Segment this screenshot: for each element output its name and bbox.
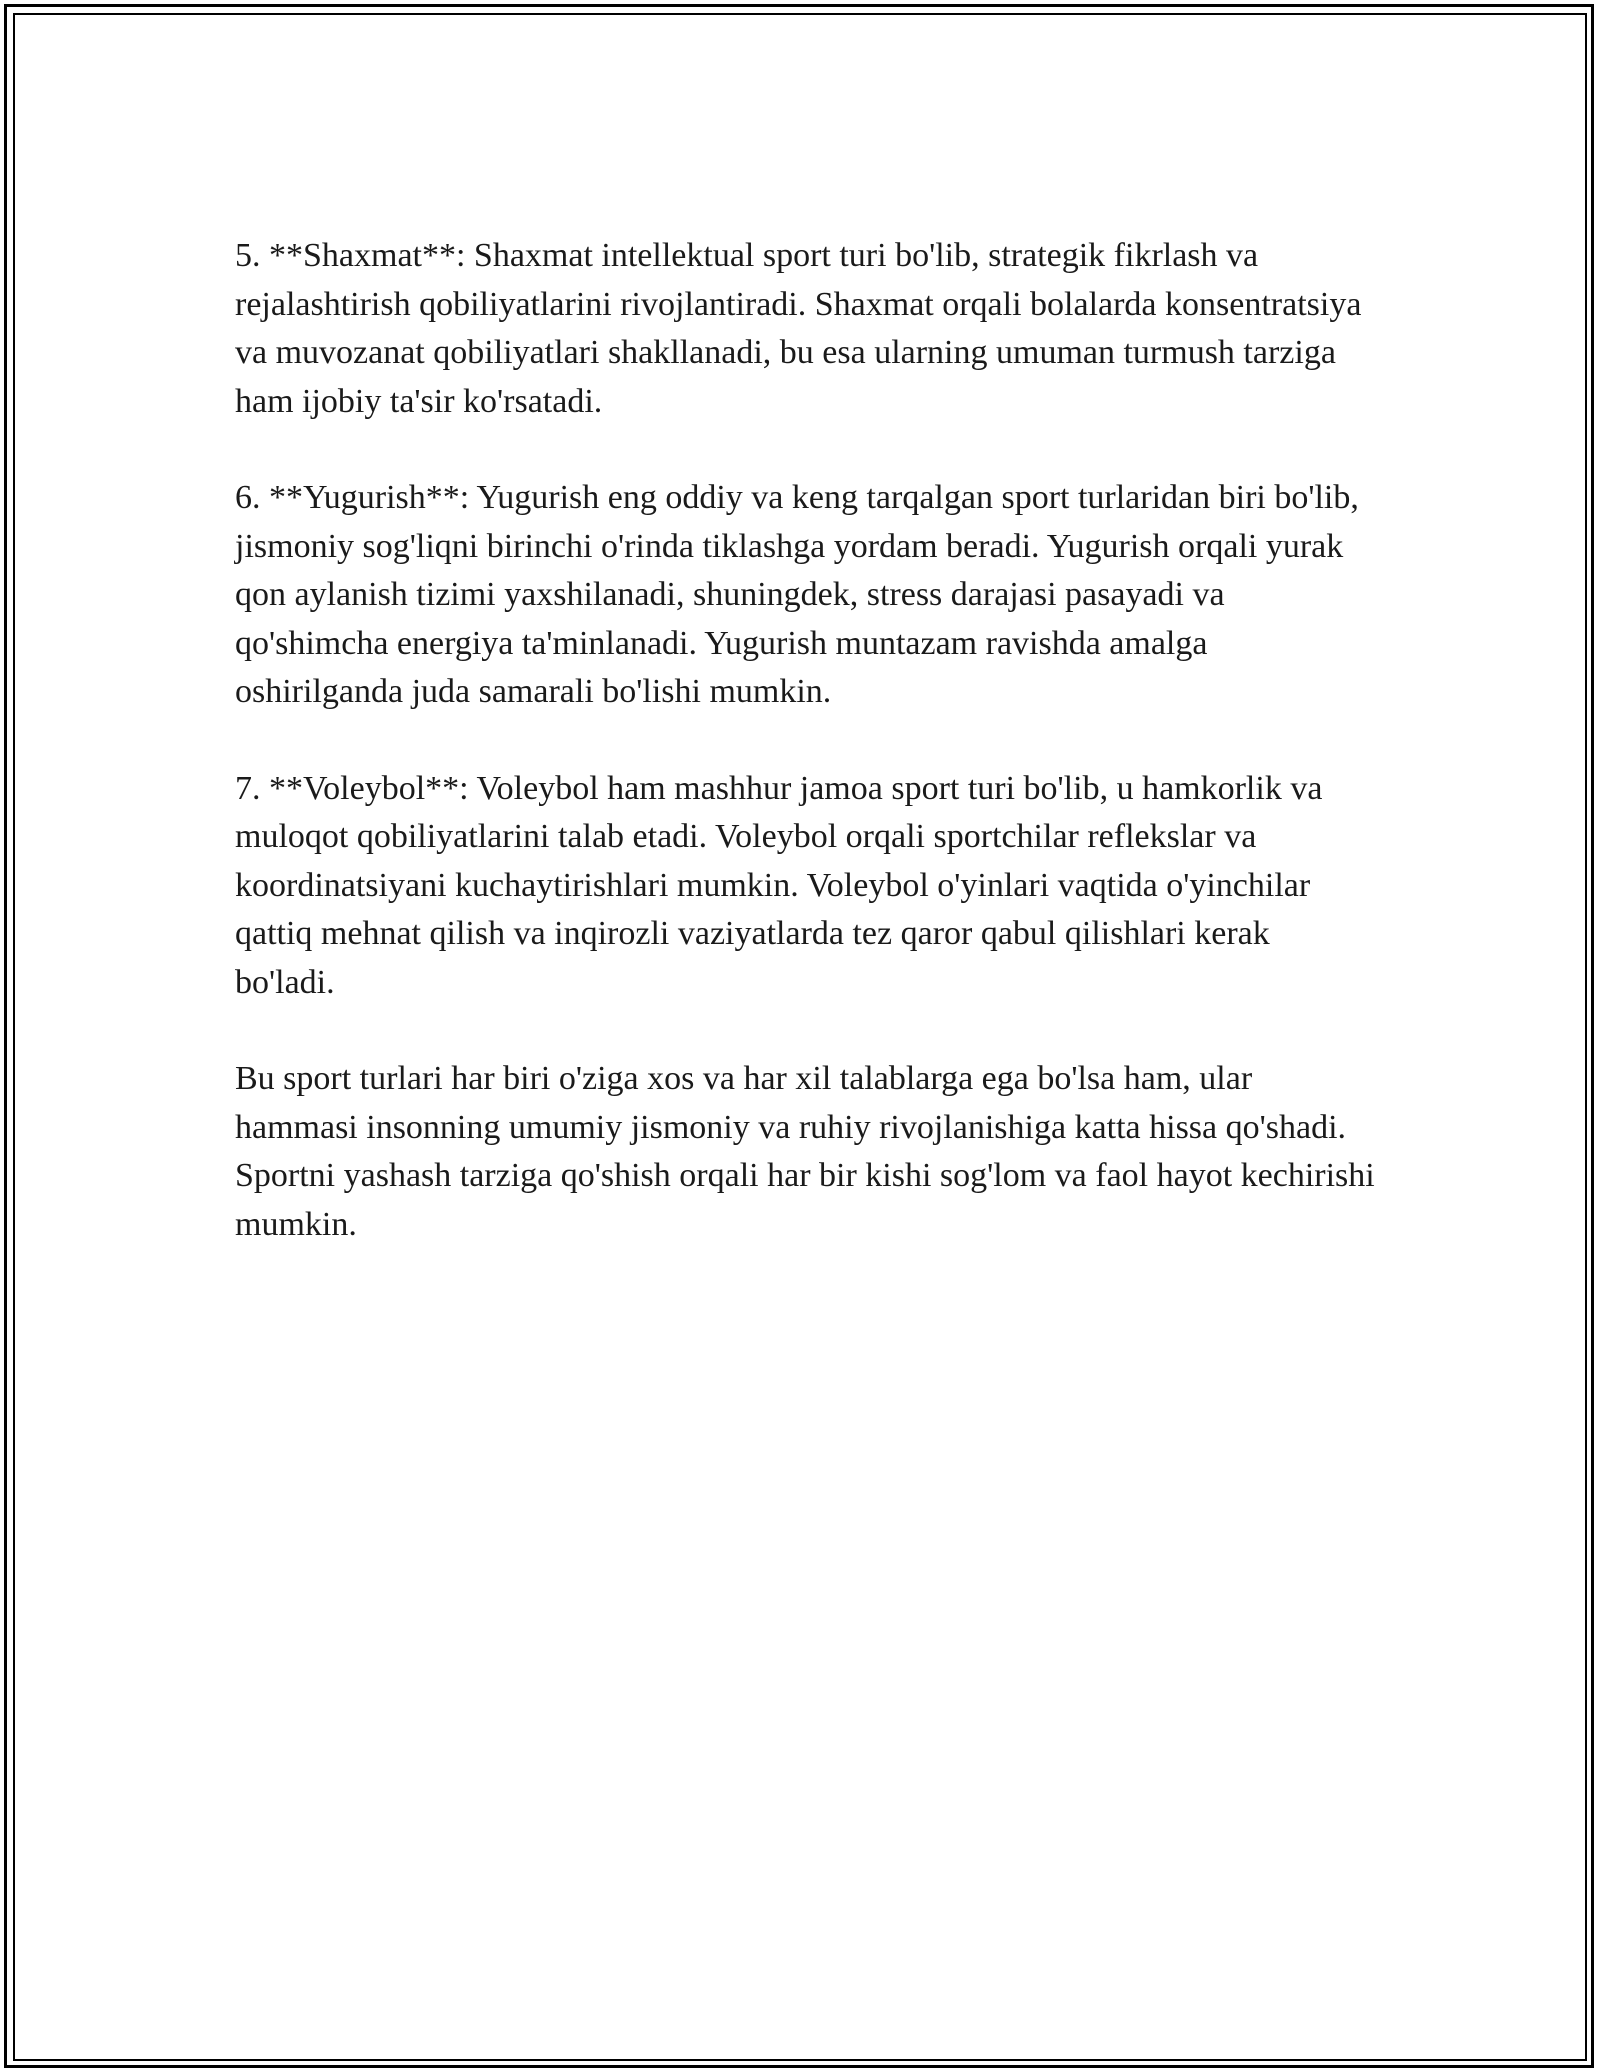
paragraph-shaxmat: 5. **Shaxmat**: Shaxmat intellektual sport turi bo'lib, strategik fikrlash va rejalashtirish qobiliyatlarini rivojlantiradi. Shaxmat orqali bolalarda konsentratsiya va muvozanat qobiliyatlari shakllanadi, bu esa ularning umuman turmush tarziga ham ijobiy ta'sir ko'rsatadi. [235, 237, 1362, 420]
paragraph-yugurish: 6. **Yugurish**: Yugurish eng oddiy va keng tarqalgan sport turlaridan biri bo'lib, jismoniy sog'liqni birinchi o'rinda tiklashga yordam beradi. Yugurish orqali yurak qon aylanish tizimi yaxshilanadi, shuningdek, stress darajasi pasayadi va qo'shimcha energiya ta'minlanadi. Yugurish muntazam ravishda amalga oshirilganda juda samarali bo'lishi mumkin. [235, 479, 1359, 710]
paragraph-conclusion: Bu sport turlari har biri o'ziga xos va har xil talablarga ega bo'lsa ham, ular hammasi insonning umumiy jismoniy va ruhiy rivojlanishiga katta hissa qo'shadi. Sportni yashash tarziga qo'shish orqali har bir kishi sog'lom va faol hayot kechirishi mumkin. [235, 1060, 1375, 1243]
document-body [235, 232, 1375, 1297]
paragraph-voleybol: 7. **Voleybol**: Voleybol ham mashhur jamoa sport turi bo'lib, u hamkorlik va muloqot qobiliyatlarini talab etadi. Voleybol orqali sportchilar reflekslar va koordinatsiyani kuchaytirishlari mumkin. Voleybol o'yinlari vaqtida o'yinchilar qattiq mehnat qilish va inqirozli vaziyatlarda tez qaror qabul qilishlari kerak bo'ladi. [235, 769, 1323, 1001]
